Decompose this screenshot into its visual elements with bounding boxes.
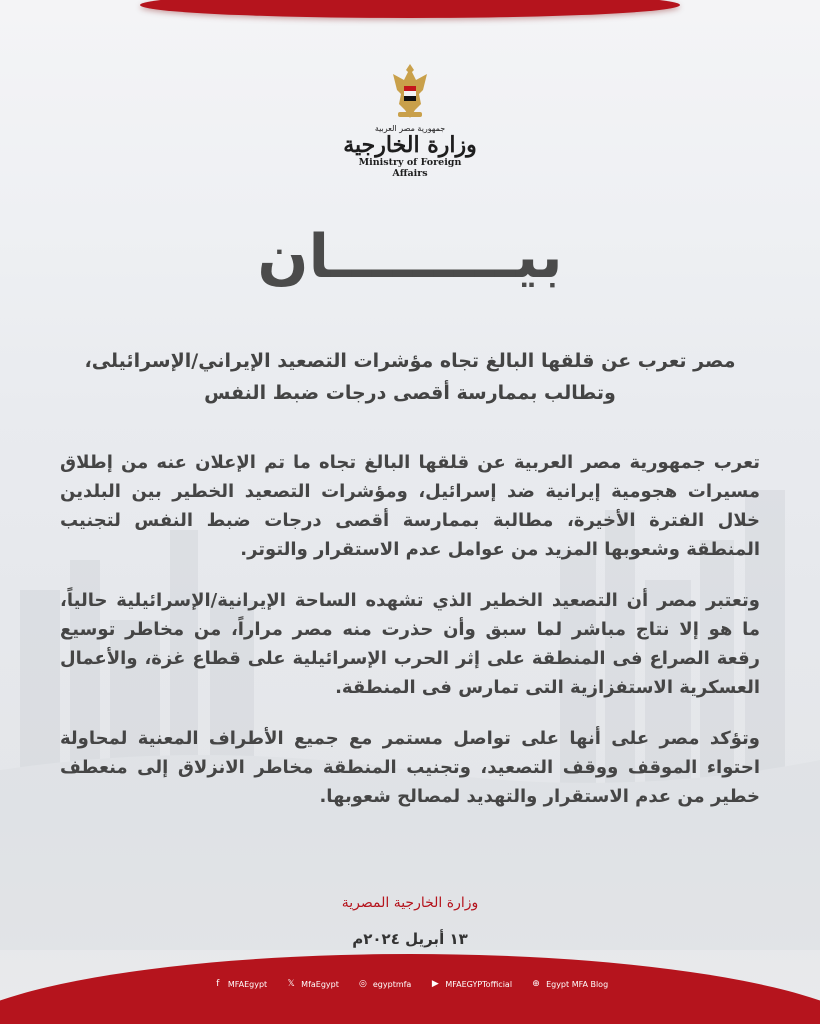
statement-date: ١٣ أبريل ٢٠٢٤م [352,930,468,948]
signature: وزارة الخارجية المصرية [341,895,479,911]
social-instagram[interactable] [357,978,411,990]
instagram-icon: ◎ [358,979,367,989]
social-x[interactable] [285,978,339,990]
body-paragraph: وتعتبر مصر أن التصعيد الخطير الذي تشهده الساحة الإيرانية/الإسرائيلية حالياً، ما هو إلا نتاج مباشر لما سبق وأن حذرت منه مصر مراراً، من مخاطر توسيع رقعة الصراع فى المنطقة على إثر الحرب الإسرائيلية على قطاع غزة، والأعمال العسكرية الاستفزازية التى تمارس فى المنطقة. [60,590,760,698]
social-label: Egypt MFA Blog [546,979,609,989]
social-label: MfaEgypt [301,979,339,989]
statement-title: بيـــــــــان [257,222,563,292]
body-paragraph: وتؤكد مصر على أنها على تواصل مستمر مع جميع الأطراف المعنية لمحاولة احتواء الموقف ووقف التصعيد، وتجنيب المنطقة مخاطر الانزلاق إلى منعطف خطير من عدم الاستقرار والتهديد لمصالح شعوبها. [60,728,760,807]
youtube-icon: ▶ [431,979,439,989]
statement-headline: مصر تعرب عن قلقها البالغ تجاه مؤشرات التصعيد الإيراني/الإسرائيلى، وتطالب بممارسة أقصى درجات ضبط النفس [84,350,736,404]
logo-english-text: Ministry of Foreign Affairs [358,157,462,179]
social-facebook[interactable] [212,978,267,990]
social-label: MFAEgypt [227,979,268,989]
social-label: egyptmfa [372,979,412,989]
globe-icon: ⊕ [532,979,540,989]
logo-ministry-text: وزارة الخارجية [343,132,477,158]
facebook-icon: f [216,979,220,989]
statement-body [60,448,760,833]
social-blog[interactable] [530,978,608,990]
body-paragraph: تعرب جمهورية مصر العربية عن قلقها البالغ تجاه ما تم الإعلان عنه من إطلاق مسيرات هجومية إيرانية ضد إسرائيل، ومؤشرات التصعيد الخطير بين البلدين خلال الفترة الأخيرة، مطالبة بممارسة أقصى درجات ضبط النفس لتجنيب المنطقة وشعوبها المزيد من عوامل عدم الاستقرار والتوتر. [60,452,760,560]
social-youtube[interactable] [429,978,512,990]
social-label: MFAEGYPTofficial [445,979,513,989]
social-links [0,978,820,990]
logo-country-text: جمهورية مصر العربية [374,124,446,133]
ministry-logo [340,60,480,185]
x-icon: 𝕏 [287,979,295,989]
eagle-emblem-icon [389,60,431,122]
